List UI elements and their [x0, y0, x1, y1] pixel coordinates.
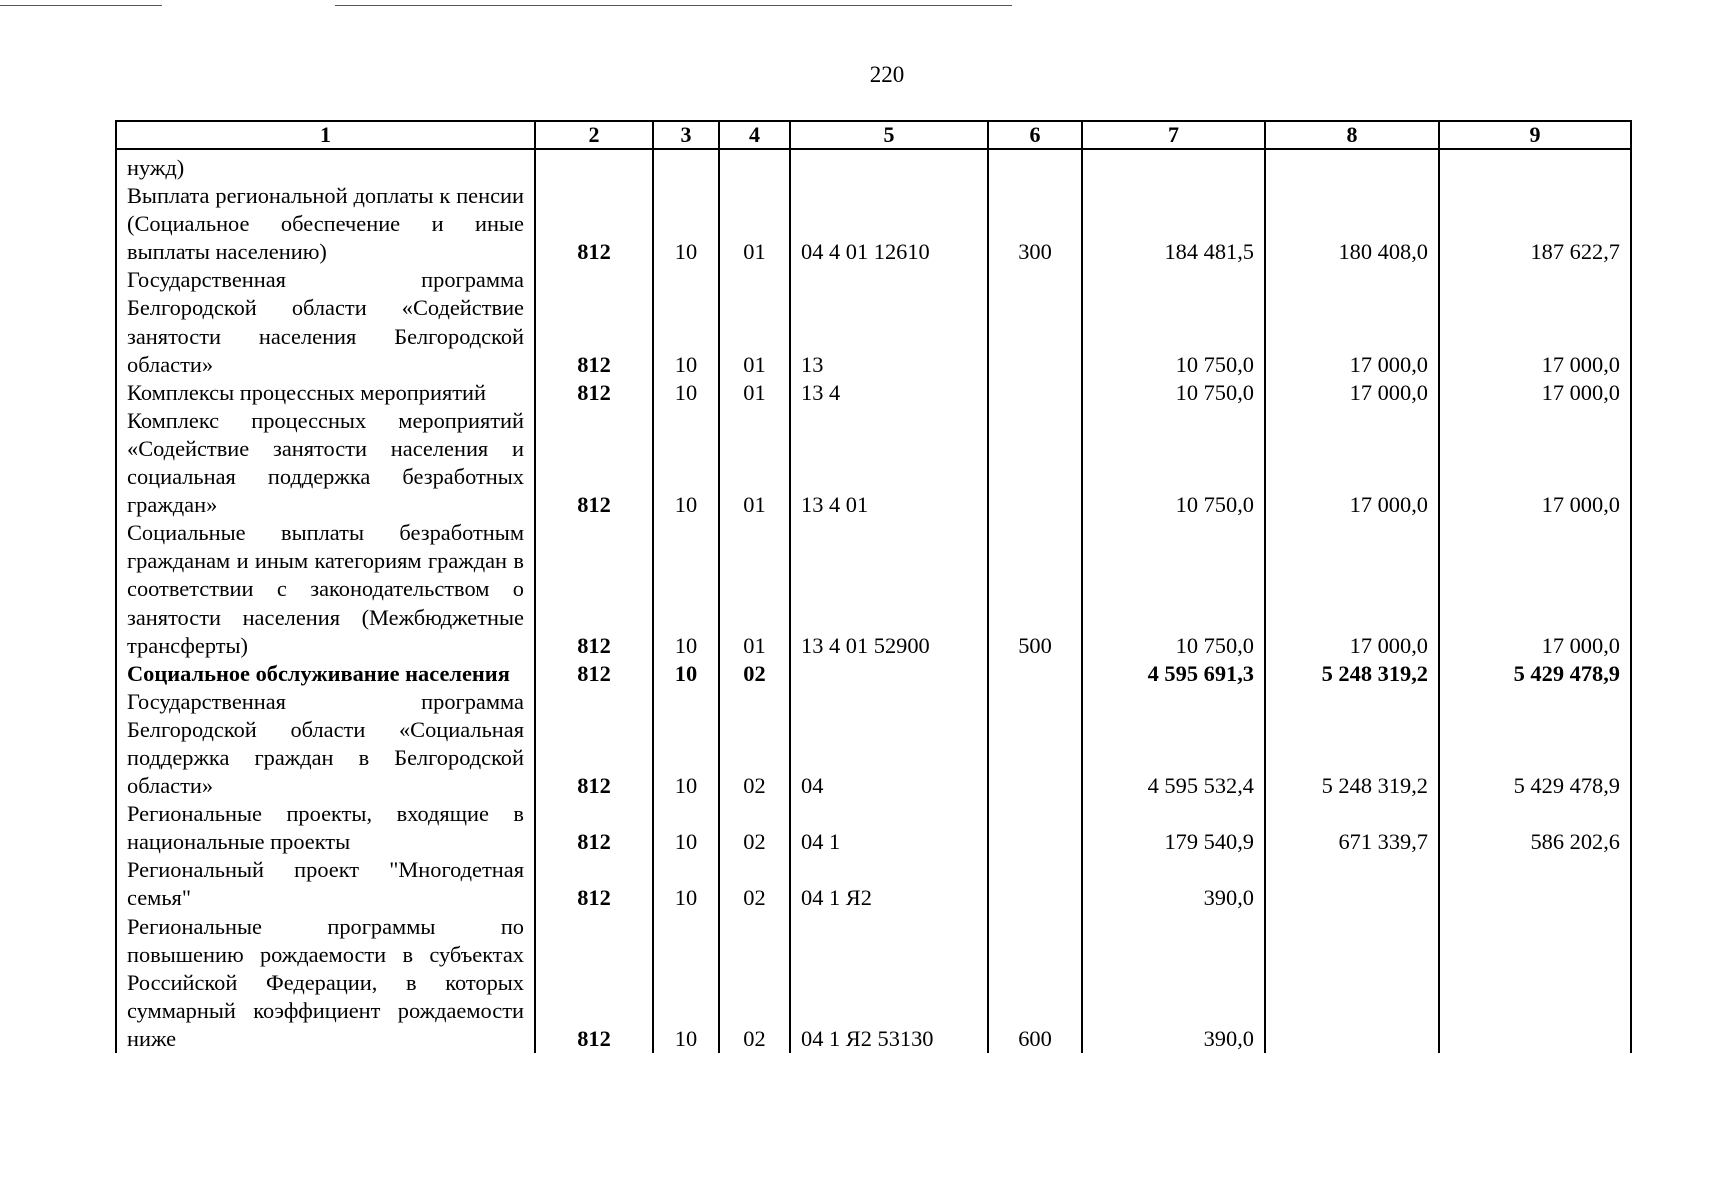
row-amount-col8: 17 000,0	[1265, 266, 1439, 378]
row-section: 10	[653, 913, 719, 1053]
table-row	[116, 149, 1631, 182]
row-amount-col9: 586 202,6	[1439, 800, 1631, 856]
row-amount-col8: 5 248 319,2	[1265, 688, 1439, 800]
row-subsection: 01	[719, 266, 790, 378]
row-target-article: 13 4	[790, 379, 988, 407]
row-subsection: 02	[719, 660, 790, 688]
row-ved-code	[535, 149, 653, 182]
row-section: 10	[653, 856, 719, 912]
table-row	[116, 519, 1631, 659]
row-amount-col7: 390,0	[1082, 856, 1265, 912]
row-name: Комплексы процессных мероприятий	[116, 379, 535, 407]
row-ved-code: 812	[535, 913, 653, 1053]
row-amount-col7: 179 540,9	[1082, 800, 1265, 856]
row-ved-code: 812	[535, 407, 653, 519]
table-row	[116, 856, 1631, 912]
row-section: 10	[653, 182, 719, 266]
row-amount-col9	[1439, 149, 1631, 182]
row-amount-col7: 4 595 532,4	[1082, 688, 1265, 800]
row-subsection	[719, 149, 790, 182]
row-amount-col9: 187 622,7	[1439, 182, 1631, 266]
row-amount-col9: 17 000,0	[1439, 407, 1631, 519]
budget-table	[115, 120, 1632, 1053]
row-amount-col8: 17 000,0	[1265, 519, 1439, 659]
row-section: 10	[653, 407, 719, 519]
row-expense-type	[988, 856, 1082, 912]
row-name: Региональные проекты, входящие в национальные проекты	[116, 800, 535, 856]
row-target-article: 04 1 Я2	[790, 856, 988, 912]
row-ved-code: 812	[535, 856, 653, 912]
header-col-4: 4	[719, 121, 790, 149]
row-section: 10	[653, 266, 719, 378]
row-amount-col8	[1265, 856, 1439, 912]
top-rule-left	[0, 5, 162, 6]
row-subsection: 02	[719, 856, 790, 912]
row-amount-col9: 17 000,0	[1439, 519, 1631, 659]
row-subsection: 01	[719, 379, 790, 407]
row-subsection: 01	[719, 519, 790, 659]
row-expense-type	[988, 660, 1082, 688]
row-ved-code: 812	[535, 688, 653, 800]
row-subsection: 01	[719, 407, 790, 519]
row-amount-col9: 5 429 478,9	[1439, 688, 1631, 800]
row-name: Социальное обслуживание населения	[116, 660, 535, 688]
row-section: 10	[653, 660, 719, 688]
row-amount-col9	[1439, 913, 1631, 1053]
row-expense-type	[988, 688, 1082, 800]
row-subsection: 01	[719, 182, 790, 266]
row-expense-type	[988, 407, 1082, 519]
row-name: Региональные программы по повышению рождаемости в субъектах Российской Федерации, в которых суммарный коэффициент рождаемости ниже	[116, 913, 535, 1053]
row-ved-code: 812	[535, 379, 653, 407]
table-row	[116, 800, 1631, 856]
row-amount-col8: 5 248 319,2	[1265, 660, 1439, 688]
row-ved-code: 812	[535, 519, 653, 659]
header-col-9: 9	[1439, 121, 1631, 149]
table-row	[116, 688, 1631, 800]
table-row	[116, 660, 1631, 688]
table-row	[116, 266, 1631, 378]
row-expense-type: 600	[988, 913, 1082, 1053]
row-expense-type	[988, 266, 1082, 378]
row-amount-col7: 10 750,0	[1082, 519, 1265, 659]
header-col-8: 8	[1265, 121, 1439, 149]
row-target-article: 13 4 01 52900	[790, 519, 988, 659]
row-amount-col7: 4 595 691,3	[1082, 660, 1265, 688]
top-rule-right	[335, 5, 1012, 6]
row-amount-col9: 5 429 478,9	[1439, 660, 1631, 688]
row-amount-col8: 17 000,0	[1265, 379, 1439, 407]
row-target-article: 13 4 01	[790, 407, 988, 519]
row-amount-col8	[1265, 913, 1439, 1053]
row-expense-type	[988, 149, 1082, 182]
row-target-article: 04	[790, 688, 988, 800]
row-ved-code: 812	[535, 800, 653, 856]
row-target-article	[790, 149, 988, 182]
row-name: Государственная программа Белгородской области «Социальная поддержка граждан в Белгородской области»	[116, 688, 535, 800]
row-amount-col8: 671 339,7	[1265, 800, 1439, 856]
header-col-3: 3	[653, 121, 719, 149]
row-name: Региональный проект "Многодетная семья"	[116, 856, 535, 912]
table-row	[116, 407, 1631, 519]
row-name: нужд)	[116, 149, 535, 182]
row-name: Государственная программа Белгородской области «Содействие занятости населения Белгородской области»	[116, 266, 535, 378]
header-col-1: 1	[116, 121, 535, 149]
row-expense-type	[988, 800, 1082, 856]
row-amount-col7: 10 750,0	[1082, 407, 1265, 519]
row-target-article: 04 1	[790, 800, 988, 856]
row-section: 10	[653, 379, 719, 407]
row-subsection: 02	[719, 688, 790, 800]
row-name: Комплекс процессных мероприятий «Содействие занятости населения и социальная поддержка безработных граждан»	[116, 407, 535, 519]
header-col-2: 2	[535, 121, 653, 149]
row-amount-col7: 10 750,0	[1082, 379, 1265, 407]
row-amount-col9: 17 000,0	[1439, 266, 1631, 378]
row-ved-code: 812	[535, 266, 653, 378]
table-body	[116, 149, 1631, 1053]
table-row	[116, 913, 1631, 1053]
row-target-article: 13	[790, 266, 988, 378]
row-name: Социальные выплаты безработным гражданам и иным категориям граждан в соответствии с законодательством о занятости населения (Межбюджетные трансферты)	[116, 519, 535, 659]
row-subsection: 02	[719, 800, 790, 856]
row-target-article: 04 1 Я2 53130	[790, 913, 988, 1053]
row-section	[653, 149, 719, 182]
table-row	[116, 182, 1631, 266]
row-subsection: 02	[719, 913, 790, 1053]
row-target-article: 04 4 01 12610	[790, 182, 988, 266]
header-col-5: 5	[790, 121, 988, 149]
row-amount-col7: 10 750,0	[1082, 266, 1265, 378]
row-expense-type	[988, 379, 1082, 407]
header-col-6: 6	[988, 121, 1082, 149]
row-expense-type: 300	[988, 182, 1082, 266]
row-ved-code: 812	[535, 660, 653, 688]
header-row	[116, 121, 1631, 149]
row-amount-col8: 180 408,0	[1265, 182, 1439, 266]
row-section: 10	[653, 800, 719, 856]
row-amount-col7	[1082, 149, 1265, 182]
row-name: Выплата региональной доплаты к пенсии (Социальное обеспечение и иные выплаты населению)	[116, 182, 535, 266]
row-amount-col8: 17 000,0	[1265, 407, 1439, 519]
header-col-7: 7	[1082, 121, 1265, 149]
row-amount-col9	[1439, 856, 1631, 912]
row-section: 10	[653, 519, 719, 659]
page-number: 220	[869, 62, 905, 87]
row-ved-code: 812	[535, 182, 653, 266]
row-target-article	[790, 660, 988, 688]
row-amount-col7: 184 481,5	[1082, 182, 1265, 266]
table-row	[116, 379, 1631, 407]
row-amount-col9: 17 000,0	[1439, 379, 1631, 407]
row-expense-type: 500	[988, 519, 1082, 659]
row-amount-col7: 390,0	[1082, 913, 1265, 1053]
row-amount-col8	[1265, 149, 1439, 182]
row-section: 10	[653, 688, 719, 800]
